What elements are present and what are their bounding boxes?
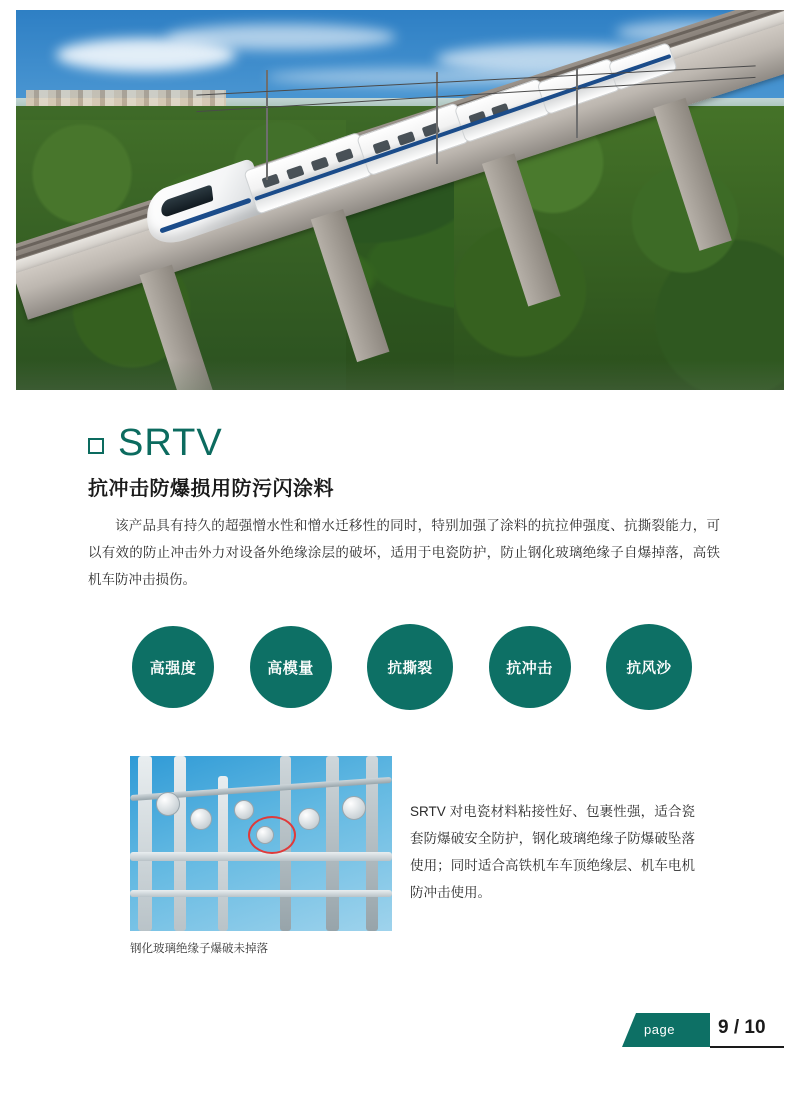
page-title: SRTV [118, 422, 223, 464]
feature-circle-sand-resistance: 抗风沙 [606, 624, 692, 710]
photo-caption: 钢化玻璃绝缘子爆破未掉落 [130, 943, 268, 955]
insulator-photo [130, 756, 392, 931]
title-block [88, 424, 728, 501]
page-number: 9 / 10 [718, 1017, 766, 1038]
catenary-mast [436, 72, 438, 164]
page-subtitle: 抗冲击防爆损用防污闪涂料 [88, 478, 334, 500]
insulator-disc [342, 796, 366, 820]
insulator-disc [298, 808, 320, 830]
insulator-disc [156, 792, 180, 816]
feature-circle-modulus: 高模量 [250, 626, 332, 708]
square-bullet-icon [88, 438, 104, 454]
cross-arm [130, 890, 392, 897]
catenary-mast [576, 68, 578, 138]
catenary-mast [266, 70, 268, 180]
feature-circle-impact-resistance: 抗冲击 [489, 626, 571, 708]
description-paragraph: SRTV 对电瓷材料粘接性好、包裹性强，适合瓷套防爆破安全防护，钢化玻璃绝缘子防爆破坠落使用；同时适合高铁机车车顶绝缘层、机车电机防冲击使用。 [410, 804, 695, 900]
hero-photo [16, 10, 784, 390]
photo-fade [16, 360, 784, 390]
insulator-disc [234, 800, 254, 820]
feature-circle-list [132, 612, 692, 722]
support-bar [174, 756, 186, 931]
intro-paragraph: 该产品具有持久的超强憎水性和憎水迁移性的同时，特别加强了涂料的抗拉伸强度、抗撕裂能力，可以有效的防止冲击外力对设备外绝缘涂层的破坏，适用于电瓷防护，防止钢化玻璃绝缘子自爆掉落，高铁机车防冲击损伤。 [88, 518, 720, 587]
red-circle-annotation-icon [248, 816, 296, 854]
feature-circle-strength: 高强度 [132, 626, 214, 708]
support-bar [138, 756, 152, 931]
feature-circle-tear-resistance: 抗撕裂 [367, 624, 453, 710]
page-label: page [644, 1022, 675, 1037]
page-underline [710, 1046, 784, 1048]
cross-arm [130, 852, 392, 861]
page-footer [622, 1013, 784, 1047]
insulator-disc [190, 808, 212, 830]
